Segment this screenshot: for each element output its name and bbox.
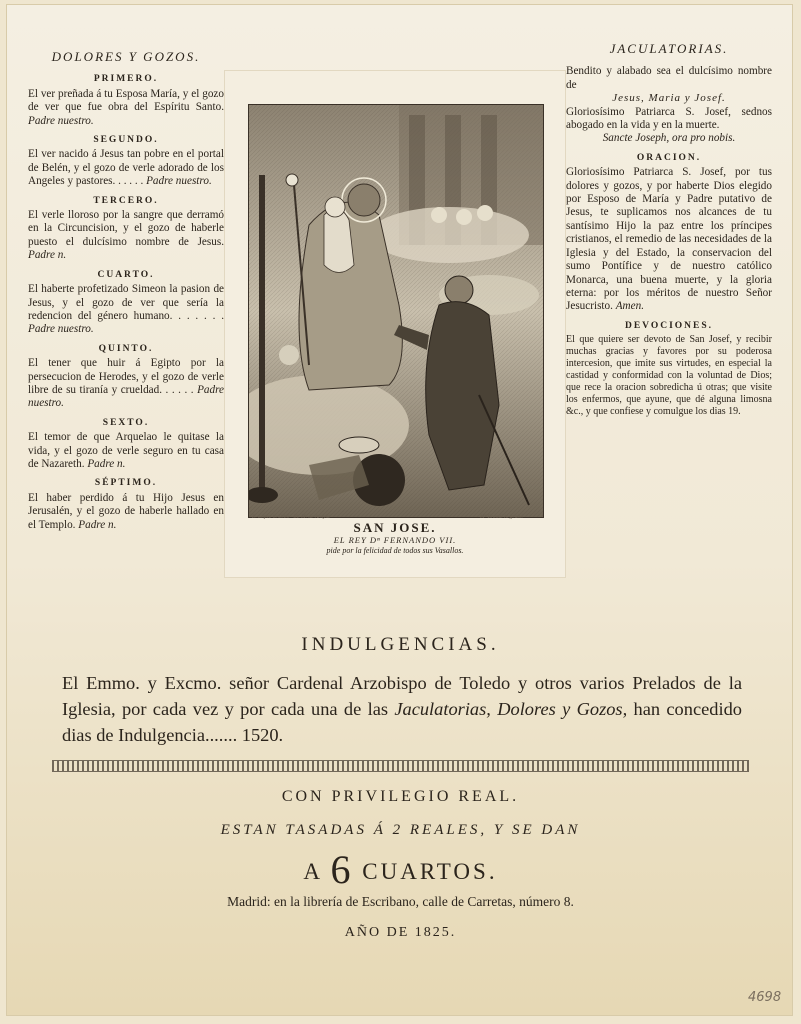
dolor-text <box>28 492 224 532</box>
engraving-picture <box>249 105 543 517</box>
indulgencias-part-b: han concedido dias de Indulgencia....... 1520. <box>62 699 742 745</box>
holy-names: Jesus, Maria y Josef. <box>612 92 726 105</box>
dolor-body: El verle lloroso por la sangre que derramó en la Circuncision, y el gozo de haberle puesto el dulcísimo nombre de Jesus. <box>28 209 224 248</box>
dolor-body: El haberte profetizado Simeon la pasion de Jesus, y el gozo de ver que sería la redencion del género humano. . . . . . . <box>28 283 224 322</box>
engraving-caption-line: pide por la felicidad de todos sus Vasallos. <box>326 546 464 555</box>
dolor-heading: PRIMERO. <box>93 74 159 85</box>
dolor-body: El ver preñada á tu Esposa María, y el gozo de ver que fue obra del Espíritu Santo. <box>28 87 224 114</box>
price-line <box>0 846 801 893</box>
dolor-prayer: Padre nuestro. <box>28 383 224 410</box>
dolor-prayer: Padre nuestro. <box>28 114 94 127</box>
ornamental-rule <box>52 760 749 772</box>
dolores-sections <box>28 73 224 532</box>
engraving-image <box>248 104 544 518</box>
amen: Amen. <box>615 300 644 313</box>
engraver-credit-right: Mª Brandi lo grabó <box>480 514 523 520</box>
dolor-heading: SEXTO. <box>102 417 150 428</box>
dolor-body: El haber perdido á tu Hijo Jesus en Jerusalén, y el gozo de haberle hallado en el Templo. <box>28 491 224 531</box>
dolores-title: DOLORES Y GOZOS. <box>51 49 201 64</box>
oracion-text <box>566 166 772 313</box>
devociones-heading: DEVOCIONES. <box>624 320 714 331</box>
oracion-heading: ORACION. <box>636 152 702 163</box>
jaculatorias-title: JACULATORIAS. <box>609 41 729 56</box>
oracion-body: Gloriosísimo Patriarca S. Josef, por tus dolores y gozos, y por haberte Dios elegido por Esposo de María y Padre putativo de Jesus, te suplicamos nos alcances de tu santísimo Hijo la paz entre los príncipes cristianos, el remedio de las necesidades de la Iglesia y del Estado, la conservacion del sumo Pontífice y de nuestro católico Monarca, una buena muerte, y la gloria eterna: por los méritos de nuestro Señor Jesucristo. <box>566 166 772 313</box>
sancte-joseph: Sancte Joseph, ora pro nobis. <box>602 132 736 145</box>
dolor-body: El ver nacido á Jesus tan pobre en el portal de Belén, y el gozo de verle adorado de los Angeles y pastores. . . . . . <box>28 148 224 188</box>
dolor-text <box>28 357 224 411</box>
dolor-heading: SEGUNDO. <box>93 135 159 146</box>
price-unit: CUARTOS. <box>362 859 498 884</box>
jaculatoria-2: Gloriosísimo Patriarca S. Josef, sednos abogado en la vida y en la muerte. <box>566 105 772 132</box>
dolor-text <box>28 88 224 128</box>
indulgencias-part-a: El Emmo. y Excmo. señor Cardenal Arzobispo de Toledo y otros varios Prelados de la Iglesia, por cada vez y por cada una de las <box>62 673 742 719</box>
dolor-text <box>28 431 224 471</box>
dolor-heading: SÉPTIMO. <box>94 478 158 489</box>
engraving-caption-subtitle: EL REY Dⁿ FERNANDO VII. <box>333 535 457 545</box>
publication-year: AÑO DE 1825. <box>344 925 457 940</box>
jaculatorias-column <box>566 42 772 418</box>
indulgencias-title: INDULGENCIAS. <box>301 634 500 655</box>
publisher-address: Madrid: en la librería de Escribano, calle de Carretas, número 8. <box>227 894 574 909</box>
dolor-body: El tener que huir á Egipto por la persecucion de Herodes, y el gozo de verle libre de su tiranía y crueldad. . . . . . <box>28 357 224 396</box>
dolor-heading: CUARTO. <box>97 269 155 280</box>
tasadas-line: ESTAN TASADAS Á 2 REALES, Y SE DAN <box>220 822 581 838</box>
dolor-prayer: Padre n. <box>28 249 67 262</box>
price-a: A <box>303 859 322 884</box>
dolor-text <box>28 283 224 337</box>
dolor-heading: QUINTO. <box>98 343 154 354</box>
privilegio-real: CON PRIVILEGIO REAL. <box>281 788 520 805</box>
inventory-number: 4698 <box>748 990 782 1005</box>
dolor-body: El temor de que Arquelao le quitase la vida, y el gozo de verle seguro en tu casa de Nazareth. <box>28 431 224 470</box>
engraver-credit-left: E. Lopez lo Dibó · Rl. M. de Arayla <box>252 514 330 520</box>
dolor-prayer: Padre nuestro. <box>28 323 94 336</box>
dolores-column <box>28 50 224 532</box>
indulgencias-text <box>62 670 742 748</box>
jaculatoria-1: Bendito y alabado sea el dulcísimo nombre de <box>566 65 772 91</box>
dolor-prayer: Padre nuestro. <box>146 175 212 188</box>
dolor-heading: TERCERO. <box>93 195 159 206</box>
dolor-prayer: Padre n. <box>87 457 126 470</box>
dolor-text <box>28 148 224 188</box>
devociones-text: El que quiere ser devoto de San Josef, y recibir muchas gracias y favores por su poderosa intercesion, que imite sus virtudes, en especial la castidad y conformidad con la voluntad de Dios; que rece la oracion sobredicha ú otras; que visite los enfermos, que ayune, que dé alguna limosna &c., y que confiese y comulgue los dias 19. <box>566 334 772 418</box>
indulgencias-emphasis: Jaculatorias, Dolores y Gozos, <box>394 699 628 719</box>
engraving-caption-title: SAN JOSE. <box>353 520 437 535</box>
price-number: 6 <box>330 847 354 892</box>
dolor-text <box>28 209 224 263</box>
dolor-prayer: Padre n. <box>78 518 117 531</box>
